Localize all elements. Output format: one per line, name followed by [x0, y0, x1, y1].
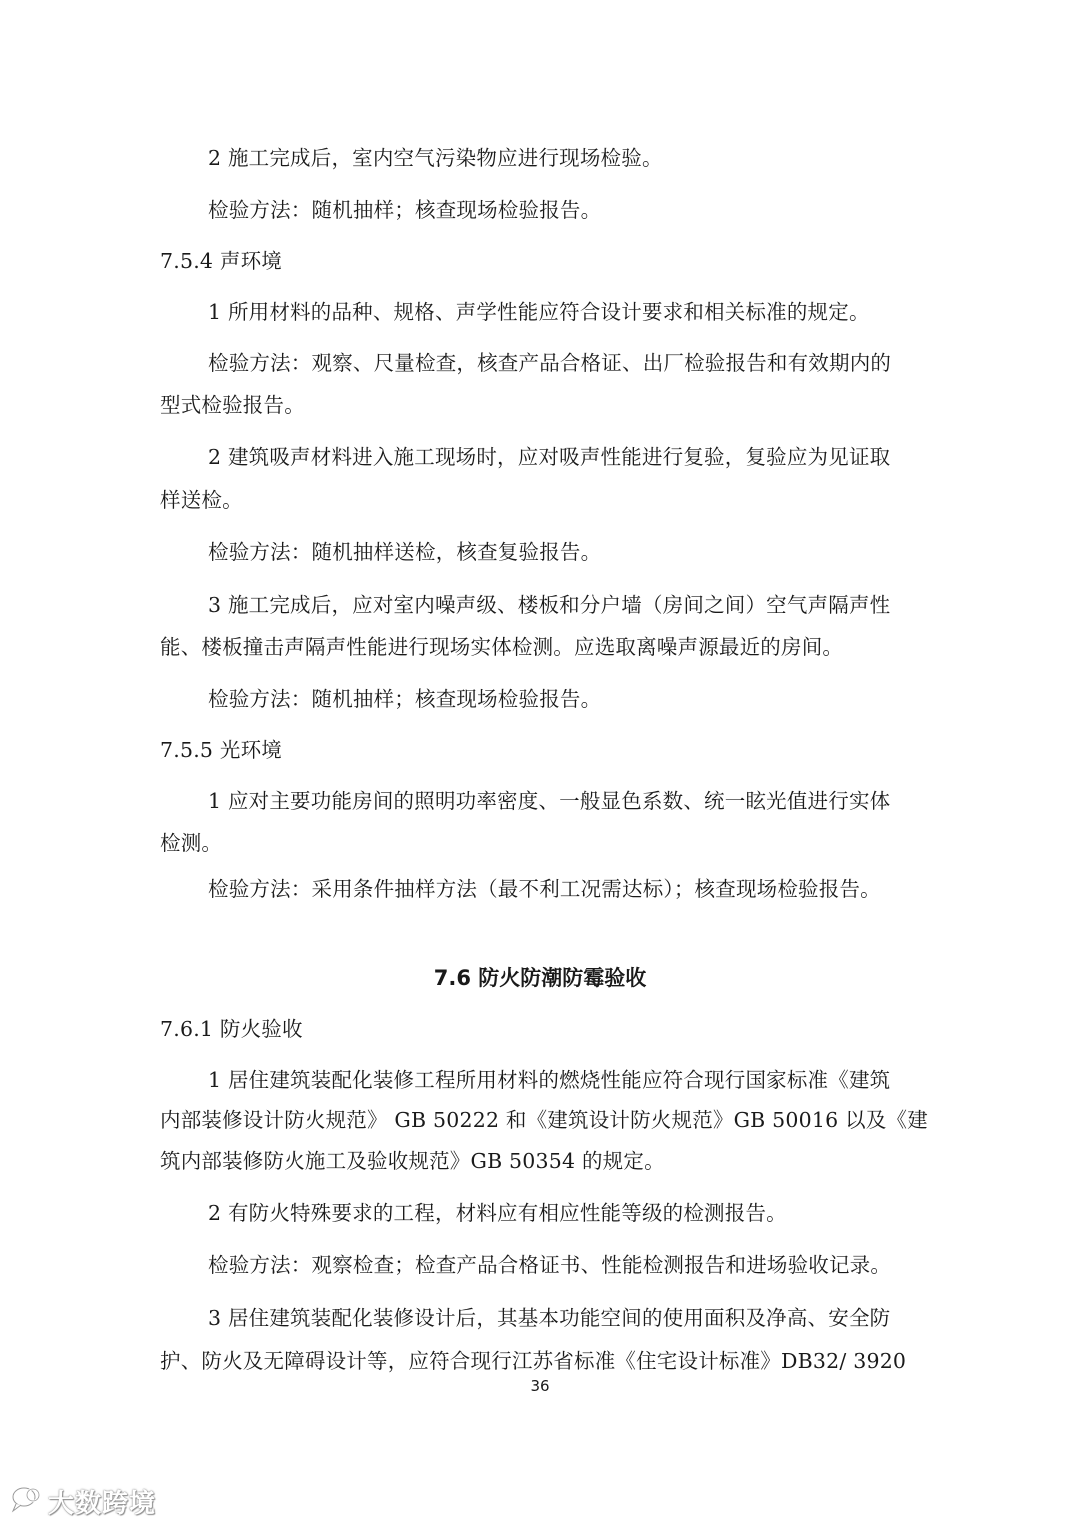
- paragraph-line: 检验方法：观察、尺量检查，核查产品合格证、出厂检验报告和有效期内的: [208, 351, 892, 375]
- paragraph-line: 检验方法：观察检查；检查产品合格证书、性能检测报告和进场验收记录。: [208, 1253, 892, 1277]
- page-number: 36: [530, 1377, 550, 1395]
- section-title: 7.6 防火防潮防霉验收: [433, 966, 647, 990]
- paragraph-line: 1 应对主要功能房间的照明功率密度、一般显色系数、统一眩光值进行实体: [208, 789, 891, 813]
- paragraph-line: 检验方法：随机抽样送检，核查复验报告。: [208, 540, 602, 564]
- subsection-heading: 7.5.4 声环境: [160, 249, 282, 273]
- paragraph-line: 2 施工完成后，室内空气污染物应进行现场检验。: [208, 146, 663, 170]
- paragraph-line: 检验方法：随机抽样；核查现场检验报告。: [208, 687, 602, 711]
- paragraph-line: 样送检。: [160, 488, 243, 512]
- paragraph-line: 2 建筑吸声材料进入施工现场时，应对吸声性能进行复验，复验应为见证取: [208, 445, 891, 469]
- watermark-text: 大数跨境: [48, 1488, 157, 1519]
- paragraph-line: 3 居住建筑装配化装修设计后，其基本功能空间的使用面积及净高、安全防: [208, 1306, 891, 1330]
- paragraph-line: 2 有防火特殊要求的工程，材料应有相应性能等级的检测报告。: [208, 1201, 787, 1225]
- watermark: [10, 1483, 156, 1519]
- subsection-heading: 7.5.5 光环境: [160, 738, 282, 762]
- paragraph-line: 1 所用材料的品种、规格、声学性能应符合设计要求和相关标准的规定。: [208, 300, 870, 324]
- paragraph-line: 检验方法：随机抽样；核查现场检验报告。: [208, 198, 602, 222]
- paragraph-line: 型式检验报告。: [160, 393, 305, 417]
- subsection-heading: 7.6.1 防火验收: [160, 1017, 303, 1041]
- paragraph-line: 检验方法：采用条件抽样方法（最不利工况需达标）；核查现场检验报告。: [208, 877, 881, 901]
- paragraph-line: 护、防火及无障碍设计等，应符合现行江苏省标准《住宅设计标准》DB32/ 3920: [160, 1349, 907, 1373]
- paragraph-line: 1 居住建筑装配化装修工程所用材料的燃烧性能应符合现行国家标准《建筑: [208, 1068, 891, 1092]
- paragraph-line: 检测。: [160, 831, 223, 855]
- paragraph-line: 内部装修设计防火规范》 GB 50222 和《建筑设计防火规范》GB 50016 以及《建: [160, 1108, 928, 1132]
- paragraph-line: 能、楼板撞击声隔声性能进行现场实体检测。应选取离噪声源最近的房间。: [160, 635, 844, 659]
- chat-bubble-logo-icon: [10, 1484, 44, 1518]
- paragraph-line: 3 施工完成后，应对室内噪声级、楼板和分户墙（房间之间）空气声隔声性: [208, 593, 891, 617]
- paragraph-line: 筑内部装修防火施工及验收规范》GB 50354 的规定。: [160, 1149, 665, 1173]
